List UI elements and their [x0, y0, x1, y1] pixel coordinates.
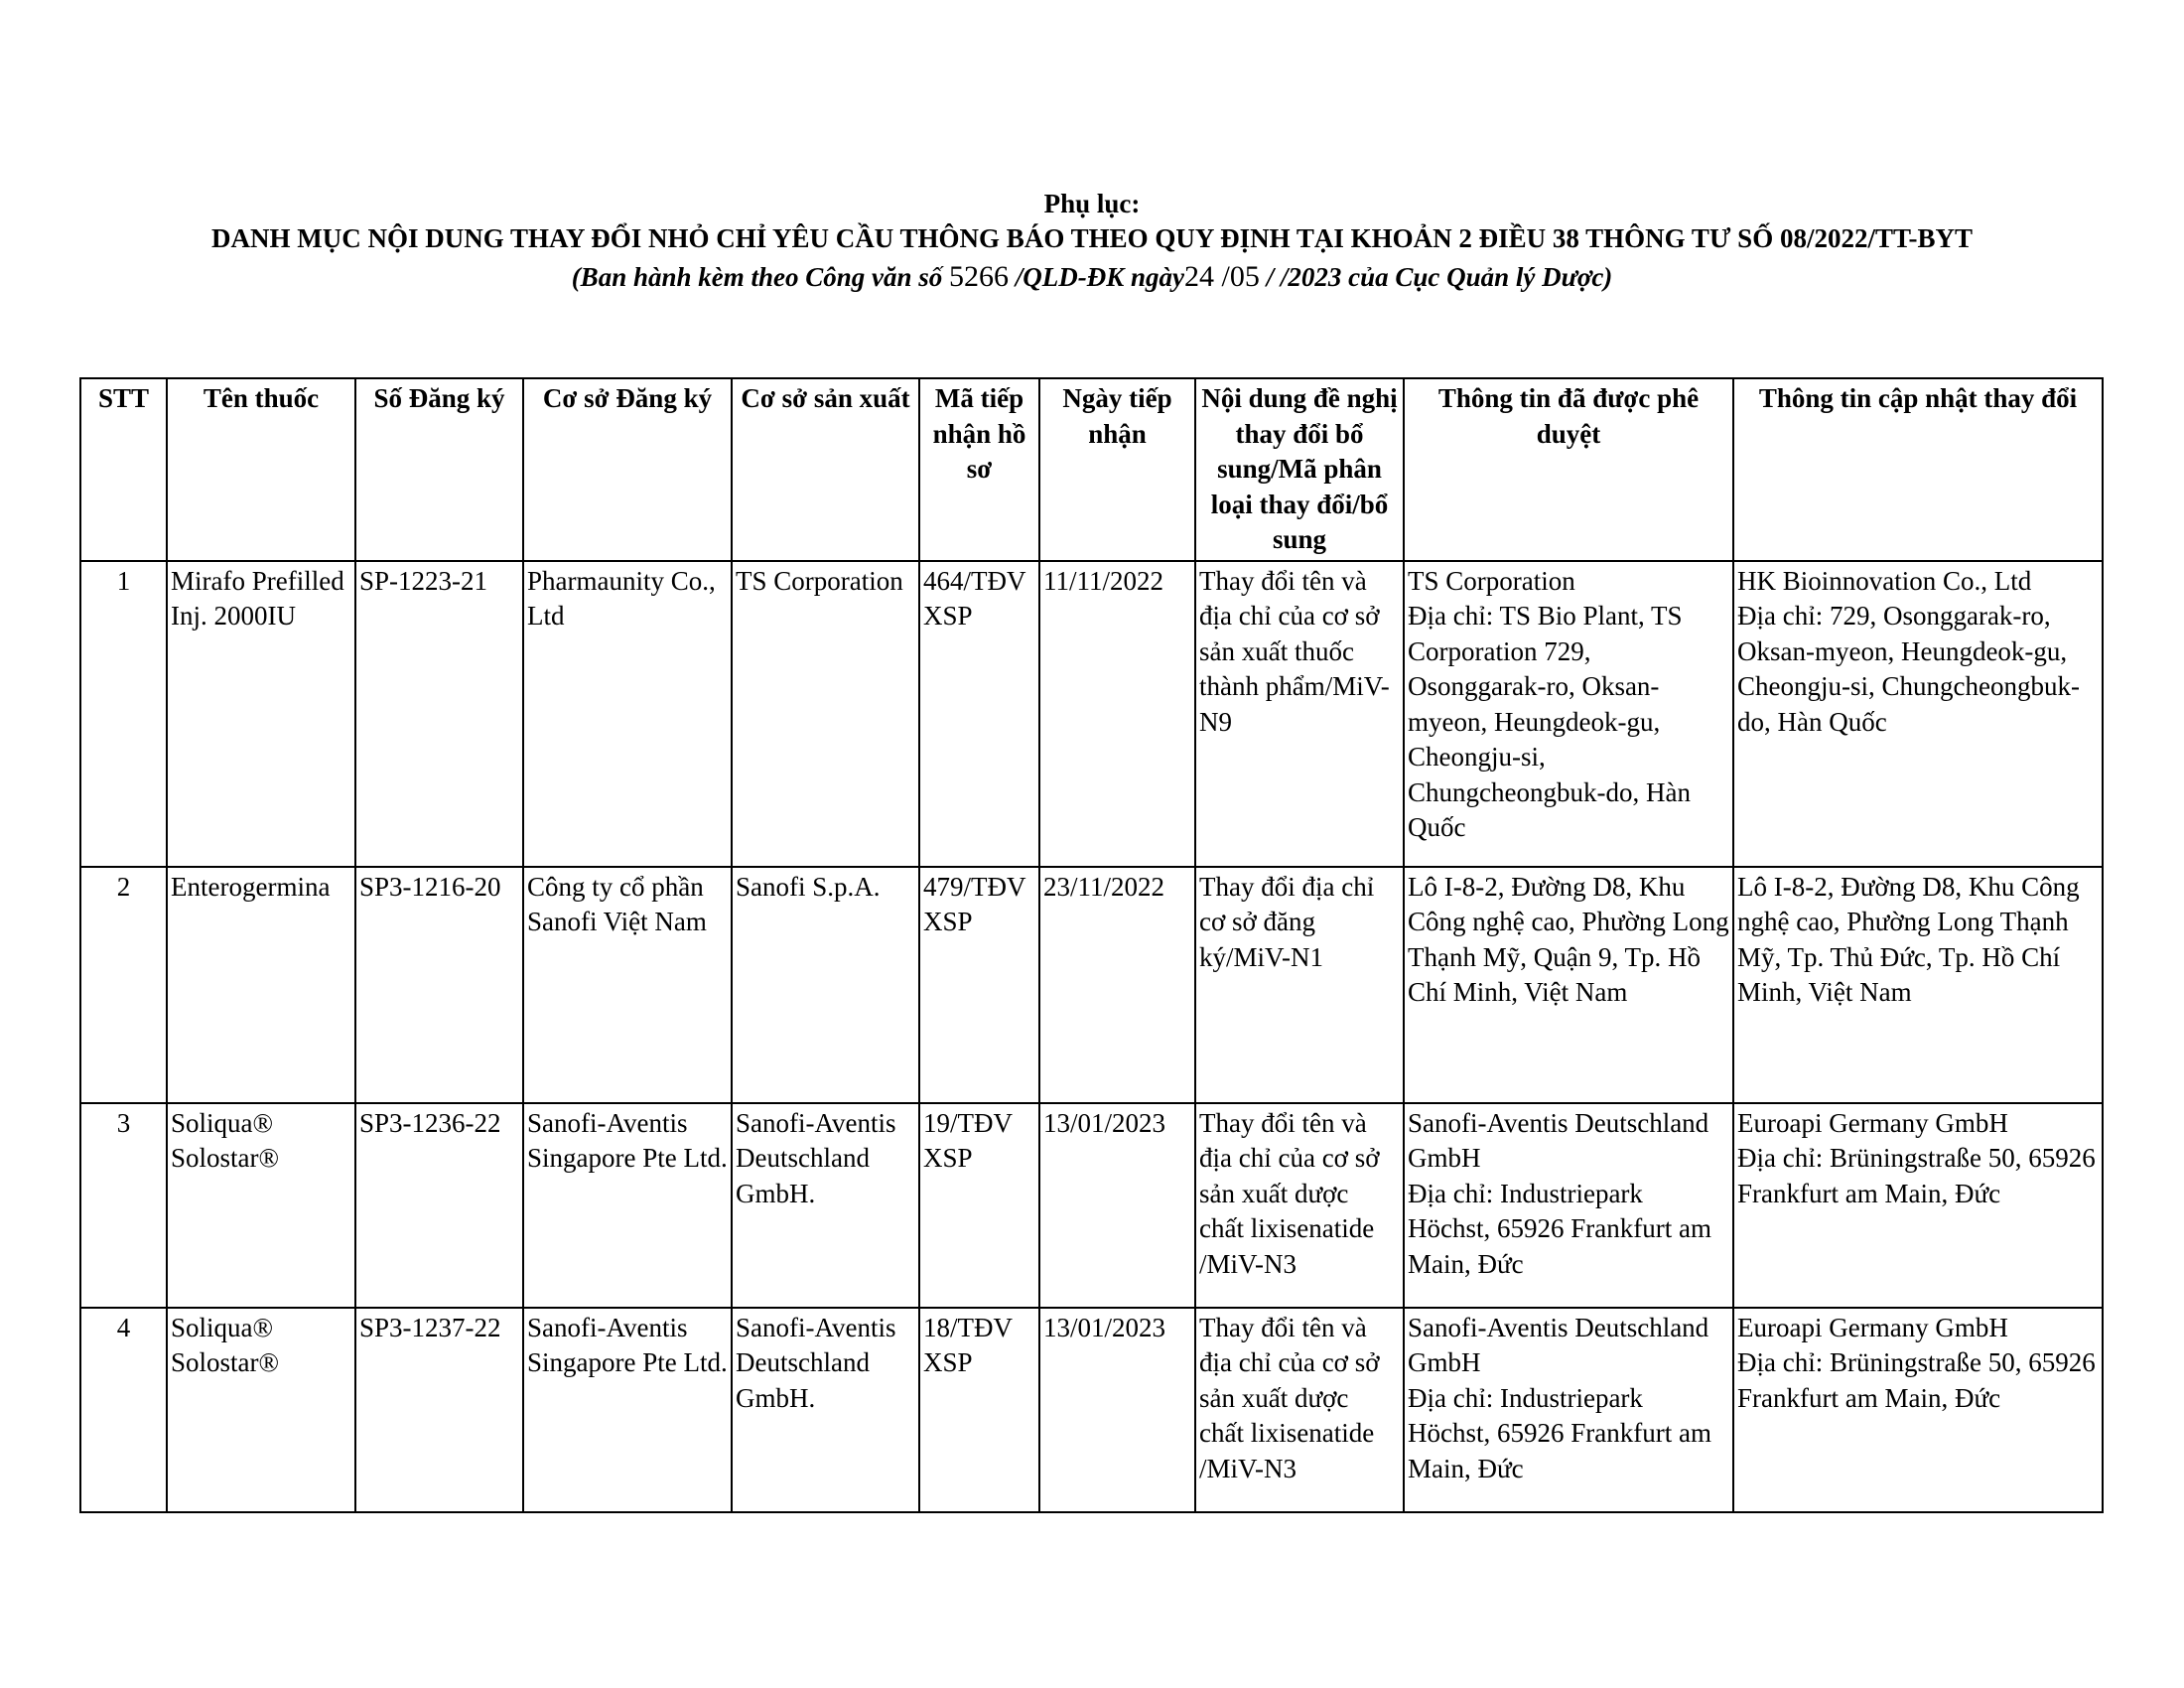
updated-info-name: Euroapi Germany GmbH [1737, 1312, 2008, 1342]
subtitle-suffix: / /2023 của Cục Quản lý Dược) [1259, 262, 1613, 292]
col-header-reg-facility: Cơ sở Đăng ký [523, 378, 732, 561]
cell-reg-facility: Pharmaunity Co., Ltd [523, 561, 732, 867]
approved-info-address: Địa chỉ: TS Bio Plant, TS Corporation 729, Osonggarak-ro, Oksan-myeon, Heungdeok-gu, Cheongju-si, Chungcheongbuk-do, Hàn Quốc [1408, 601, 1691, 842]
cell-drug-name: Mirafo Prefilled Inj. 2000IU [167, 561, 355, 867]
document-subtitle [0, 260, 2184, 294]
cell-approved-info [1404, 1308, 1733, 1512]
cell-receipt-date: 23/11/2022 [1039, 867, 1195, 1103]
col-header-receipt-code: Mã tiếp nhận hồ sơ [919, 378, 1039, 561]
table-row [80, 867, 2103, 1103]
updated-info-address: Địa chỉ: Brüningstraße 50, 65926 Frankfurt am Main, Đức [1737, 1347, 2096, 1413]
approved-info-address: Địa chỉ: Industriepark Höchst, 65926 Frankfurt am Main, Đức [1408, 1382, 1711, 1483]
cell-updated-info [1733, 867, 2103, 1103]
cell-updated-info [1733, 1308, 2103, 1512]
document-title: DANH MỤC NỘI DUNG THAY ĐỔI NHỎ CHỈ YÊU CẦU THÔNG BÁO THEO QUY ĐỊNH TẠI KHOẢN 2 ĐIỀU 38 THÔNG TƯ SỐ 08/2022/TT-BYT [211, 223, 1973, 253]
col-header-change-content: Nội dung đề nghị thay đổi bổ sung/Mã phân loại thay đổi/bổ sung [1195, 378, 1404, 561]
cell-reg-number: SP-1223-21 [355, 561, 523, 867]
col-header-drug-name: Tên thuốc [167, 378, 355, 561]
cell-drug-name: Enterogermina [167, 867, 355, 1103]
cell-receipt-code: 19/TĐV XSP [919, 1103, 1039, 1308]
cell-approved-info [1404, 867, 1733, 1103]
cell-receipt-code: 479/TĐV XSP [919, 867, 1039, 1103]
updated-info-name: Lô I-8-2, Đường D8, Khu Công nghệ cao, Phường Long Thạnh Mỹ, Tp. Thủ Đức, Tp. Hồ Chí Minh, Việt Nam [1737, 871, 2080, 1007]
table-header-row [80, 378, 2103, 561]
approved-info-name: Sanofi-Aventis Deutschland GmbH [1408, 1107, 1709, 1173]
col-header-approved-info: Thông tin đã được phê duyệt [1404, 378, 1733, 561]
cell-stt: 1 [80, 561, 167, 867]
subtitle-agency-code: /QLD-ĐK ngày [1009, 262, 1185, 292]
subtitle-prefix: (Ban hành kèm theo Công văn số [571, 262, 950, 292]
col-header-updated-info: Thông tin cập nhật thay đổi [1733, 378, 2103, 561]
cell-approved-info [1404, 561, 1733, 867]
date-separator: / [1214, 260, 1230, 293]
table-row [80, 1103, 2103, 1308]
approved-info-name: Sanofi-Aventis Deutschland GmbH [1408, 1312, 1709, 1377]
appendix-label: Phụ lục: [1043, 189, 1141, 218]
cell-stt: 2 [80, 867, 167, 1103]
cell-drug-name: Soliqua® Solostar® [167, 1103, 355, 1308]
updated-info-address: Địa chỉ: 729, Osonggarak-ro, Oksan-myeon, Heungdeok-gu, Cheongju-si, Chungcheongbuk-do, Hàn Quốc [1737, 601, 2080, 737]
col-header-receipt-date: Ngày tiếp nhận [1039, 378, 1195, 561]
cell-stt: 4 [80, 1308, 167, 1512]
approved-info-name: Lô I-8-2, Đường D8, Khu Công nghệ cao, Phường Long Thạnh Mỹ, Quận 9, Tp. Hồ Chí Minh, Việt Nam [1408, 871, 1729, 1007]
cell-receipt-date: 13/01/2023 [1039, 1103, 1195, 1308]
cell-change-content: Thay đổi tên và địa chỉ của cơ sở sản xuất dược chất lixisenatide /MiV-N3 [1195, 1308, 1404, 1512]
cell-reg-facility: Sanofi-Aventis Singapore Pte Ltd. [523, 1103, 732, 1308]
updated-info-name: HK Bioinnovation Co., Ltd [1737, 565, 2032, 596]
cell-receipt-date: 11/11/2022 [1039, 561, 1195, 867]
approved-info-address: Địa chỉ: Industriepark Höchst, 65926 Frankfurt am Main, Đức [1408, 1178, 1711, 1279]
table-row [80, 1308, 2103, 1512]
doc-month: 05 [1229, 260, 1260, 293]
cell-manufacturer: Sanofi-Aventis Deutschland GmbH. [732, 1308, 919, 1512]
cell-change-content: Thay đổi tên và địa chỉ của cơ sở sản xuất thuốc thành phẩm/MiV-N9 [1195, 561, 1404, 867]
updated-info-name: Euroapi Germany GmbH [1737, 1107, 2008, 1138]
cell-receipt-code: 464/TĐV XSP [919, 561, 1039, 867]
updated-info-address: Địa chỉ: Brüningstraße 50, 65926 Frankfurt am Main, Đức [1737, 1143, 2096, 1208]
col-header-stt: STT [80, 378, 167, 561]
doc-number: 5266 [949, 260, 1010, 293]
cell-manufacturer: Sanofi-Aventis Deutschland GmbH. [732, 1103, 919, 1308]
cell-reg-number: SP3-1216-20 [355, 867, 523, 1103]
cell-change-content: Thay đổi địa chỉ cơ sở đăng ký/MiV-N1 [1195, 867, 1404, 1103]
cell-approved-info [1404, 1103, 1733, 1308]
cell-reg-number: SP3-1236-22 [355, 1103, 523, 1308]
cell-receipt-code: 18/TĐV XSP [919, 1308, 1039, 1512]
col-header-reg-number: Số Đăng ký [355, 378, 523, 561]
doc-day: 24 [1184, 260, 1215, 293]
col-header-manufacturer: Cơ sở sản xuất [732, 378, 919, 561]
cell-reg-number: SP3-1237-22 [355, 1308, 523, 1512]
cell-updated-info [1733, 561, 2103, 867]
approved-info-name: TS Corporation [1408, 565, 1575, 596]
cell-updated-info [1733, 1103, 2103, 1308]
cell-stt: 3 [80, 1103, 167, 1308]
cell-manufacturer: TS Corporation [732, 561, 919, 867]
cell-reg-facility: Sanofi-Aventis Singapore Pte Ltd. [523, 1308, 732, 1512]
table-row [80, 561, 2103, 867]
cell-manufacturer: Sanofi S.p.A. [732, 867, 919, 1103]
cell-reg-facility: Công ty cổ phần Sanofi Việt Nam [523, 867, 732, 1103]
change-list-table [79, 377, 2104, 1513]
cell-drug-name: Soliqua® Solostar® [167, 1308, 355, 1512]
cell-change-content: Thay đổi tên và địa chỉ của cơ sở sản xuất dược chất lixisenatide /MiV-N3 [1195, 1103, 1404, 1308]
cell-receipt-date: 13/01/2023 [1039, 1308, 1195, 1512]
